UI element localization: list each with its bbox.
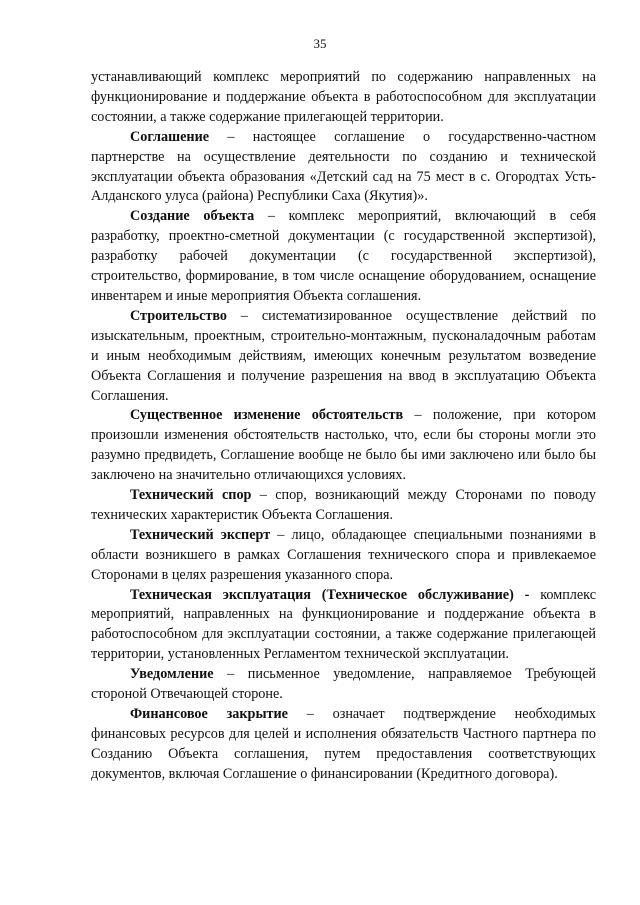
- document-body: [91, 68, 596, 785]
- definition-term: Строительство: [130, 307, 228, 324]
- definition-text: комплекс мероприятий, направленных на функционирование и поддержание объекта в работоспособном для эксплуатации состоянии, а также содержание прилегающей территории, установленных Регламентом технической эксплуатации.: [91, 586, 596, 663]
- page-number: 35: [313, 36, 327, 51]
- definition-sushchestvennoe-izmenenie: [91, 406, 596, 486]
- definition-term: Технический спор: [130, 487, 252, 504]
- definition-term: Технический эксперт: [130, 526, 271, 543]
- definition-term: Создание объекта: [130, 208, 255, 225]
- definition-term: Финансовое закрытие: [130, 706, 288, 722]
- definition-term: Соглашение: [130, 128, 210, 145]
- definition-text: – лицо, обладающее специальными познаниями в области возникшего в рамках Соглашения технического спора и привлекаемое Сторонами в целях разрешения указанного спора.: [91, 526, 596, 583]
- definition-stroitelstvo: [91, 307, 596, 407]
- definition-term: Техническая эксплуатация (Техническое обслуживание) -: [130, 586, 530, 603]
- definition-text: – спор, возникающий между Сторонами по поводу технических характеристик Объекта Соглашения.: [91, 487, 596, 523]
- definition-sozdanie-obekta: [91, 207, 596, 307]
- definition-text: – настоящее соглашение о государственно-частном партнерстве на осуществление деятельности по созданию и технической эксплуатации объекта образования «Детский сад на 75 мест в с. Огородтах Усть-Алданского улуса (района) Республики Саха (Якутия)».: [91, 128, 596, 205]
- definition-finansovoe-zakrytie: [91, 705, 596, 785]
- definition-text: – письменное уведомление, направляемое Требующей стороной Отвечающей стороне.: [91, 666, 596, 703]
- definition-text: – систематизированное осуществление действий по изыскательным, проектным, строительно-монтажным, пусконаладочным работам и иным необходимым действиям, имеющих конечным результатом возведение Объекта Соглашения и получение разрешения на ввод в эксплуатацию Объекта Соглашения.: [91, 307, 596, 404]
- definition-tekhnicheskiy-ekspert: [91, 526, 596, 586]
- definition-term: Уведомление: [130, 666, 214, 683]
- definition-term: Существенное изменение обстоятельств: [130, 407, 404, 424]
- definition-tekhnicheskiy-spor: [91, 486, 596, 526]
- definition-tekhnicheskaya-ekspluatatsiya: [91, 586, 596, 666]
- paragraph-text: устанавливающий комплекс мероприятий по содержанию направленных на функционирование и поддержание объекта в работоспособном для эксплуатации состоянии, а также содержание прилегающей территории.: [91, 69, 596, 125]
- definition-text: – положение, при котором произошли изменения обстоятельств настолько, что, если бы стороны могли это разумно предвидеть, Соглашение вообще не было бы ими заключено или было бы заключено на значительно отличающихся условиях.: [91, 407, 597, 484]
- definition-uvedomlenie: [91, 665, 596, 705]
- paragraph-continuation: [91, 68, 596, 128]
- definition-text: – означает подтверждение необходимых финансовых ресурсов для целей и исполнения обязательств Частного партнера по Созданию Объекта соглашения, путем предоставления соответствующих документов, включая Соглашение о финансировании (Кредитного договора).: [91, 706, 596, 782]
- definition-soglashenie: [91, 128, 596, 208]
- definition-text: – комплекс мероприятий, включающий в себя разработку, проектно-сметной документации (с государственной экспертизой), разработку рабочей документации (с государственной экспертизой), строительство, формирование, в том числе оснащение оборудованием, оснащение инвентарем и иные мероприятия Объекта соглашения.: [91, 208, 596, 304]
